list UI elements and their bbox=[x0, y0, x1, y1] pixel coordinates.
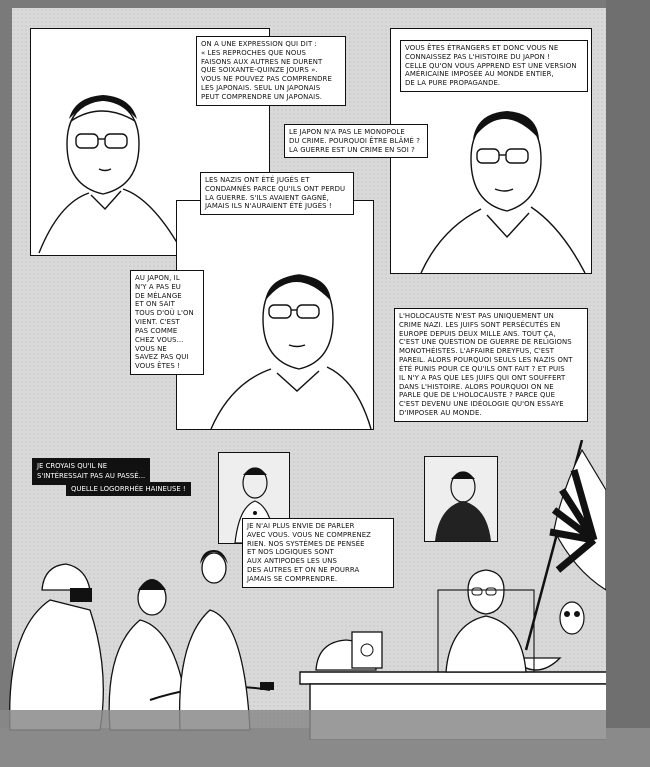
panel-center bbox=[176, 200, 374, 430]
caption-box-2: QUELLE LOGORRHÉE HAINEUSE ! bbox=[66, 482, 191, 496]
speech-bubble-3: LE JAPON N'A PAS LE MONOPOLE DU CRIME. POURQUOI ÊTRE BLÂMÉ ? LA GUERRE EST UN CRIME EN SOI ? bbox=[284, 124, 428, 158]
man-portrait-center bbox=[177, 201, 373, 429]
caption-box-1: JE CROYAIS QU'IL NE S'INTÉRESSAIT PAS AU PASSÉ... bbox=[32, 458, 150, 485]
speech-bubble-7: JE N'AI PLUS ENVIE DE PARLER AVEC VOUS. VOUS NE COMPRENEZ RIEN. NOS SYSTÈMES DE PENSÉE ET NOS LOGIQUES SONT AUX ANTIPODES LES UNS DES AUTRES ET ON NE POURRA JAMAIS SE COMPRENDRE. bbox=[242, 518, 394, 588]
speech-bubble-6: L'HOLOCAUSTE N'EST PAS UNIQUEMENT UN CRIME NAZI. LES JUIFS SONT PERSÉCUTÉS EN EUROPE DEPUIS DEUX MILLE ANS. TOUT ÇA, C'EST UNE QUESTION DE GUERRE DE RELIGIONS MONOTHÉISTES. L'AFFAIRE DREYFUS, C'EST PAREIL. ALORS POURQUOI SEULS LES NAZIS ONT ÉTÉ PUNIS POUR CE QU'ILS ONT FAIT ? ET PUIS IL N'Y A PAS QUE LES JUIFS QUI ONT SOUFFERT DANS L'HISTOIRE. ALORS POURQUOI ON NE PARLE QUE DE L'HOLOCAUSTE ? PARCE QUE C'EST DEVENU UNE IDÉOLOGIE QU'ON ESSAYE D'IMPOSER AU MONDE. bbox=[394, 308, 588, 422]
speech-bubble-1: ON A UNE EXPRESSION QUI DIT : « LES REPROCHES QUE NOUS FAISONS AUX AUTRES NE DURENT QUE SOIXANTE-QUINZE JOURS ». VOUS NE POUVEZ PAS COMPRENDRE LES JAPONAIS. SEUL UN JAPONAIS PEUT COMPRENDRE UN JAPONAIS. bbox=[196, 36, 346, 106]
speech-bubble-5: AU JAPON, IL N'Y A PAS EU DE MÉLANGE ET ON SAIT TOUS D'OÙ L'ON VIENT. C'EST PAS COMME CHEZ VOUS... VOUS NE SAVEZ PAS QUI VOUS ÊTES ! bbox=[130, 270, 204, 375]
page-edge-right bbox=[606, 0, 650, 767]
speech-bubble-4: LES NAZIS ONT ÉTÉ JUGÉS ET CONDAMNÉS PARCE QU'ILS ONT PERDU LA GUERRE. S'ILS AVAIENT GAGNÉ, JAMAIS ILS N'AURAIENT ÉTÉ JUGÉS ! bbox=[200, 172, 354, 215]
speech-bubble-2: VOUS ÊTES ÉTRANGERS ET DONC VOUS NE CONNAISSEZ PAS L'HISTOIRE DU JAPON ! CELLE QU'ON VOUS APPREND EST UNE VERSION AMÉRICAINE IMPOSÉE AU MONDE ENTIER, DE LA PURE PROPAGANDE. bbox=[400, 40, 588, 92]
